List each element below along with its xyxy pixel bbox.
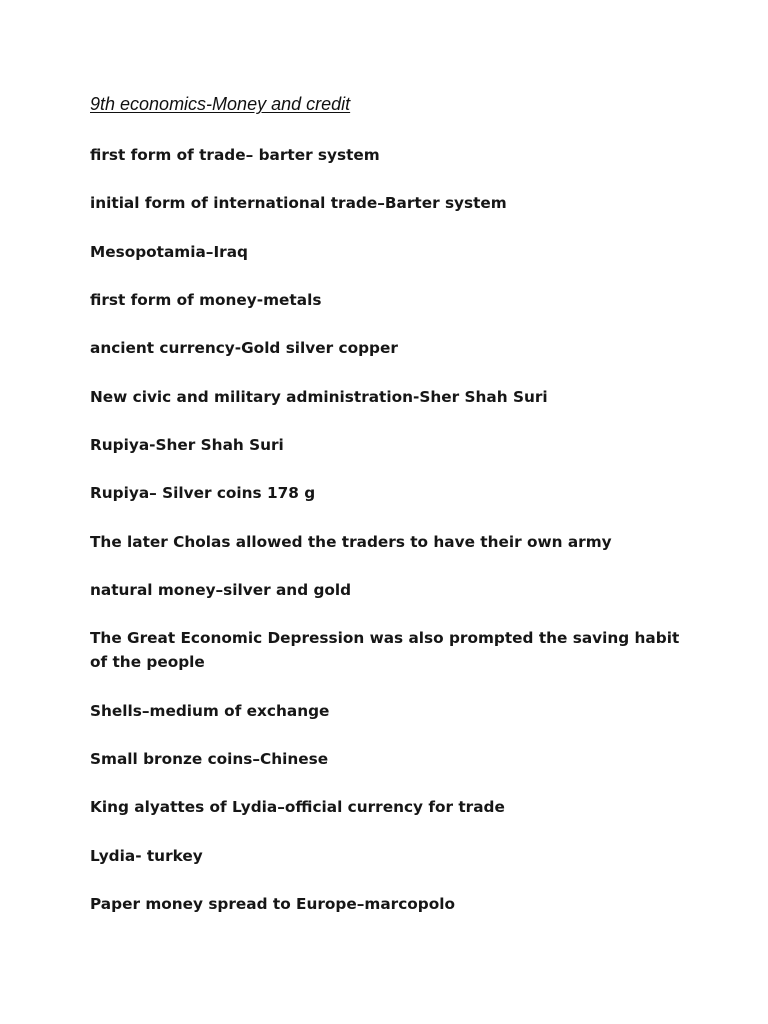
- note-line: first form of trade– barter system: [90, 146, 380, 164]
- note-line: The later Cholas allowed the traders to have their own army: [90, 533, 612, 551]
- note-line: Paper money spread to Europe–marcopolo: [90, 895, 456, 913]
- note-line: Lydia- turkey: [90, 847, 203, 865]
- note-line: first form of money-metals: [90, 291, 322, 309]
- note-line: Shells–medium of exchange: [90, 702, 330, 720]
- note-line: ancient currency-Gold silver copper: [90, 339, 398, 357]
- note-line: natural money–silver and gold: [90, 581, 352, 599]
- note-line: Rupiya-Sher Shah Suri: [90, 436, 284, 454]
- note-line: The Great Economic Depression was also prompted the saving habit of the people: [90, 629, 680, 671]
- document-title: 9th economics-Money and credit: [90, 94, 351, 114]
- note-line: Mesopotamia–Iraq: [90, 243, 248, 261]
- note-line: New civic and military administration-Sher Shah Suri: [90, 388, 548, 406]
- note-line: King alyattes of Lydia–official currency for trade: [90, 798, 505, 816]
- note-line: Rupiya– Silver coins 178 g: [90, 484, 316, 502]
- note-line: Small bronze coins–Chinese: [90, 750, 329, 768]
- note-line: initial form of international trade–Barter system: [90, 194, 507, 212]
